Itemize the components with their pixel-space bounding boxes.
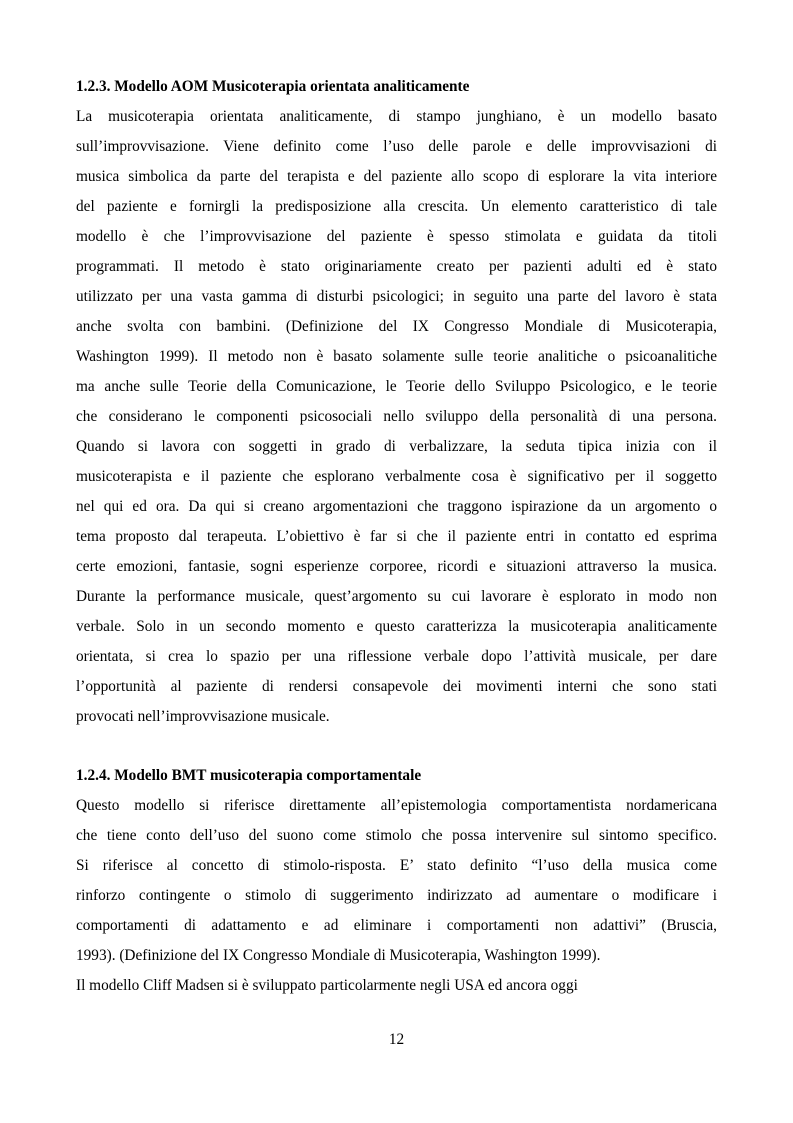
paragraph-line: Durante la performance musicale, quest’argomento su cui lavorare è esplorato in modo non bbox=[76, 588, 717, 605]
page-number: 12 bbox=[388, 1031, 405, 1048]
paragraph-line: 1993). (Definizione del IX Congresso Mondiale di Musicoterapia, Washington 1999). bbox=[76, 947, 601, 964]
paragraph-line: programmati. Il metodo è stato originariamente creato per pazienti adulti ed è stato bbox=[76, 258, 717, 275]
paragraph-line: che tiene conto dell’uso del suono come stimolo che possa intervenire sul sintomo specifico. bbox=[76, 827, 717, 844]
paragraph-line: orientata, si crea lo spazio per una riflessione verbale dopo l’attività musicale, per dare bbox=[76, 648, 717, 665]
paragraph-line: nel qui ed ora. Da qui si creano argomentazioni che traggono ispirazione da un argomento o bbox=[76, 498, 717, 515]
paragraph-line: sull’improvvisazione. Viene definito come l’uso delle parole e delle improvvisazioni di bbox=[76, 138, 717, 155]
paragraph-line: provocati nell’improvvisazione musicale. bbox=[76, 708, 330, 725]
paragraph-line: anche svolta con bambini. (Definizione del IX Congresso Mondiale di Musicoterapia, bbox=[76, 318, 717, 335]
paragraph-line: del paziente e fornirgli la predisposizione alla crescita. Un elemento caratteristico di tale bbox=[76, 198, 717, 215]
paragraph-line: Si riferisce al concetto di stimolo-risposta. E’ stato definito “l’uso della musica come bbox=[76, 857, 717, 874]
paragraph-line: musicoterapista e il paziente che esplorano verbalmente cosa è significativo per il soggetto bbox=[76, 468, 717, 485]
paragraph-line: verbale. Solo in un secondo momento e questo caratterizza la musicoterapia analiticamente bbox=[76, 618, 717, 635]
paragraph-line: ma anche sulle Teorie della Comunicazione, le Teorie dello Sviluppo Psicologico, e le teorie bbox=[76, 378, 717, 395]
paragraph-line: comportamenti di adattamento e ad eliminare i comportamenti non adattivi” (Bruscia, bbox=[76, 917, 717, 934]
paragraph-line: utilizzato per una vasta gamma di disturbi psicologici; in seguito una parte del lavoro è stata bbox=[76, 288, 717, 305]
paragraph-line: tema proposto dal terapeuta. L’obiettivo è far si che il paziente entri in contatto ed esprima bbox=[76, 528, 717, 545]
paragraph-line: musica simbolica da parte del terapista e del paziente allo scopo di esplorare la vita interiore bbox=[76, 168, 717, 185]
paragraph-line: certe emozioni, fantasie, sogni esperienze corporee, ricordi e situazioni attraverso la musica. bbox=[76, 558, 717, 575]
paragraph-line: che considerano le componenti psicosociali nello sviluppo della personalità di una persona. bbox=[76, 408, 717, 425]
paragraph-line: rinforzo contingente o stimolo di suggerimento indirizzato ad aumentare o modificare i bbox=[76, 887, 717, 904]
paragraph-line: l’opportunità al paziente di rendersi consapevole dei movimenti interni che sono stati bbox=[76, 678, 717, 695]
paragraph-line: Il modello Cliff Madsen si è sviluppato particolarmente negli USA ed ancora oggi bbox=[76, 977, 578, 994]
section-heading-aom: 1.2.3. Modello AOM Musicoterapia orientata analiticamente bbox=[76, 78, 470, 95]
section-heading-bmt: 1.2.4. Modello BMT musicoterapia comportamentale bbox=[76, 767, 422, 784]
paragraph-line: Washington 1999). Il metodo non è basato solamente sulle teorie analitiche o psicoanalitiche bbox=[76, 348, 717, 365]
paragraph-line: modello è che l’improvvisazione del paziente è spesso stimolata e guidata da titoli bbox=[76, 228, 717, 245]
paragraph-line: Quando si lavora con soggetti in grado di verbalizzare, la seduta tipica inizia con il bbox=[76, 438, 717, 455]
paragraph-line: Questo modello si riferisce direttamente all’epistemologia comportamentista nordamericana bbox=[76, 797, 717, 814]
paragraph-line: La musicoterapia orientata analiticamente, di stampo junghiano, è un modello basato bbox=[76, 108, 717, 125]
